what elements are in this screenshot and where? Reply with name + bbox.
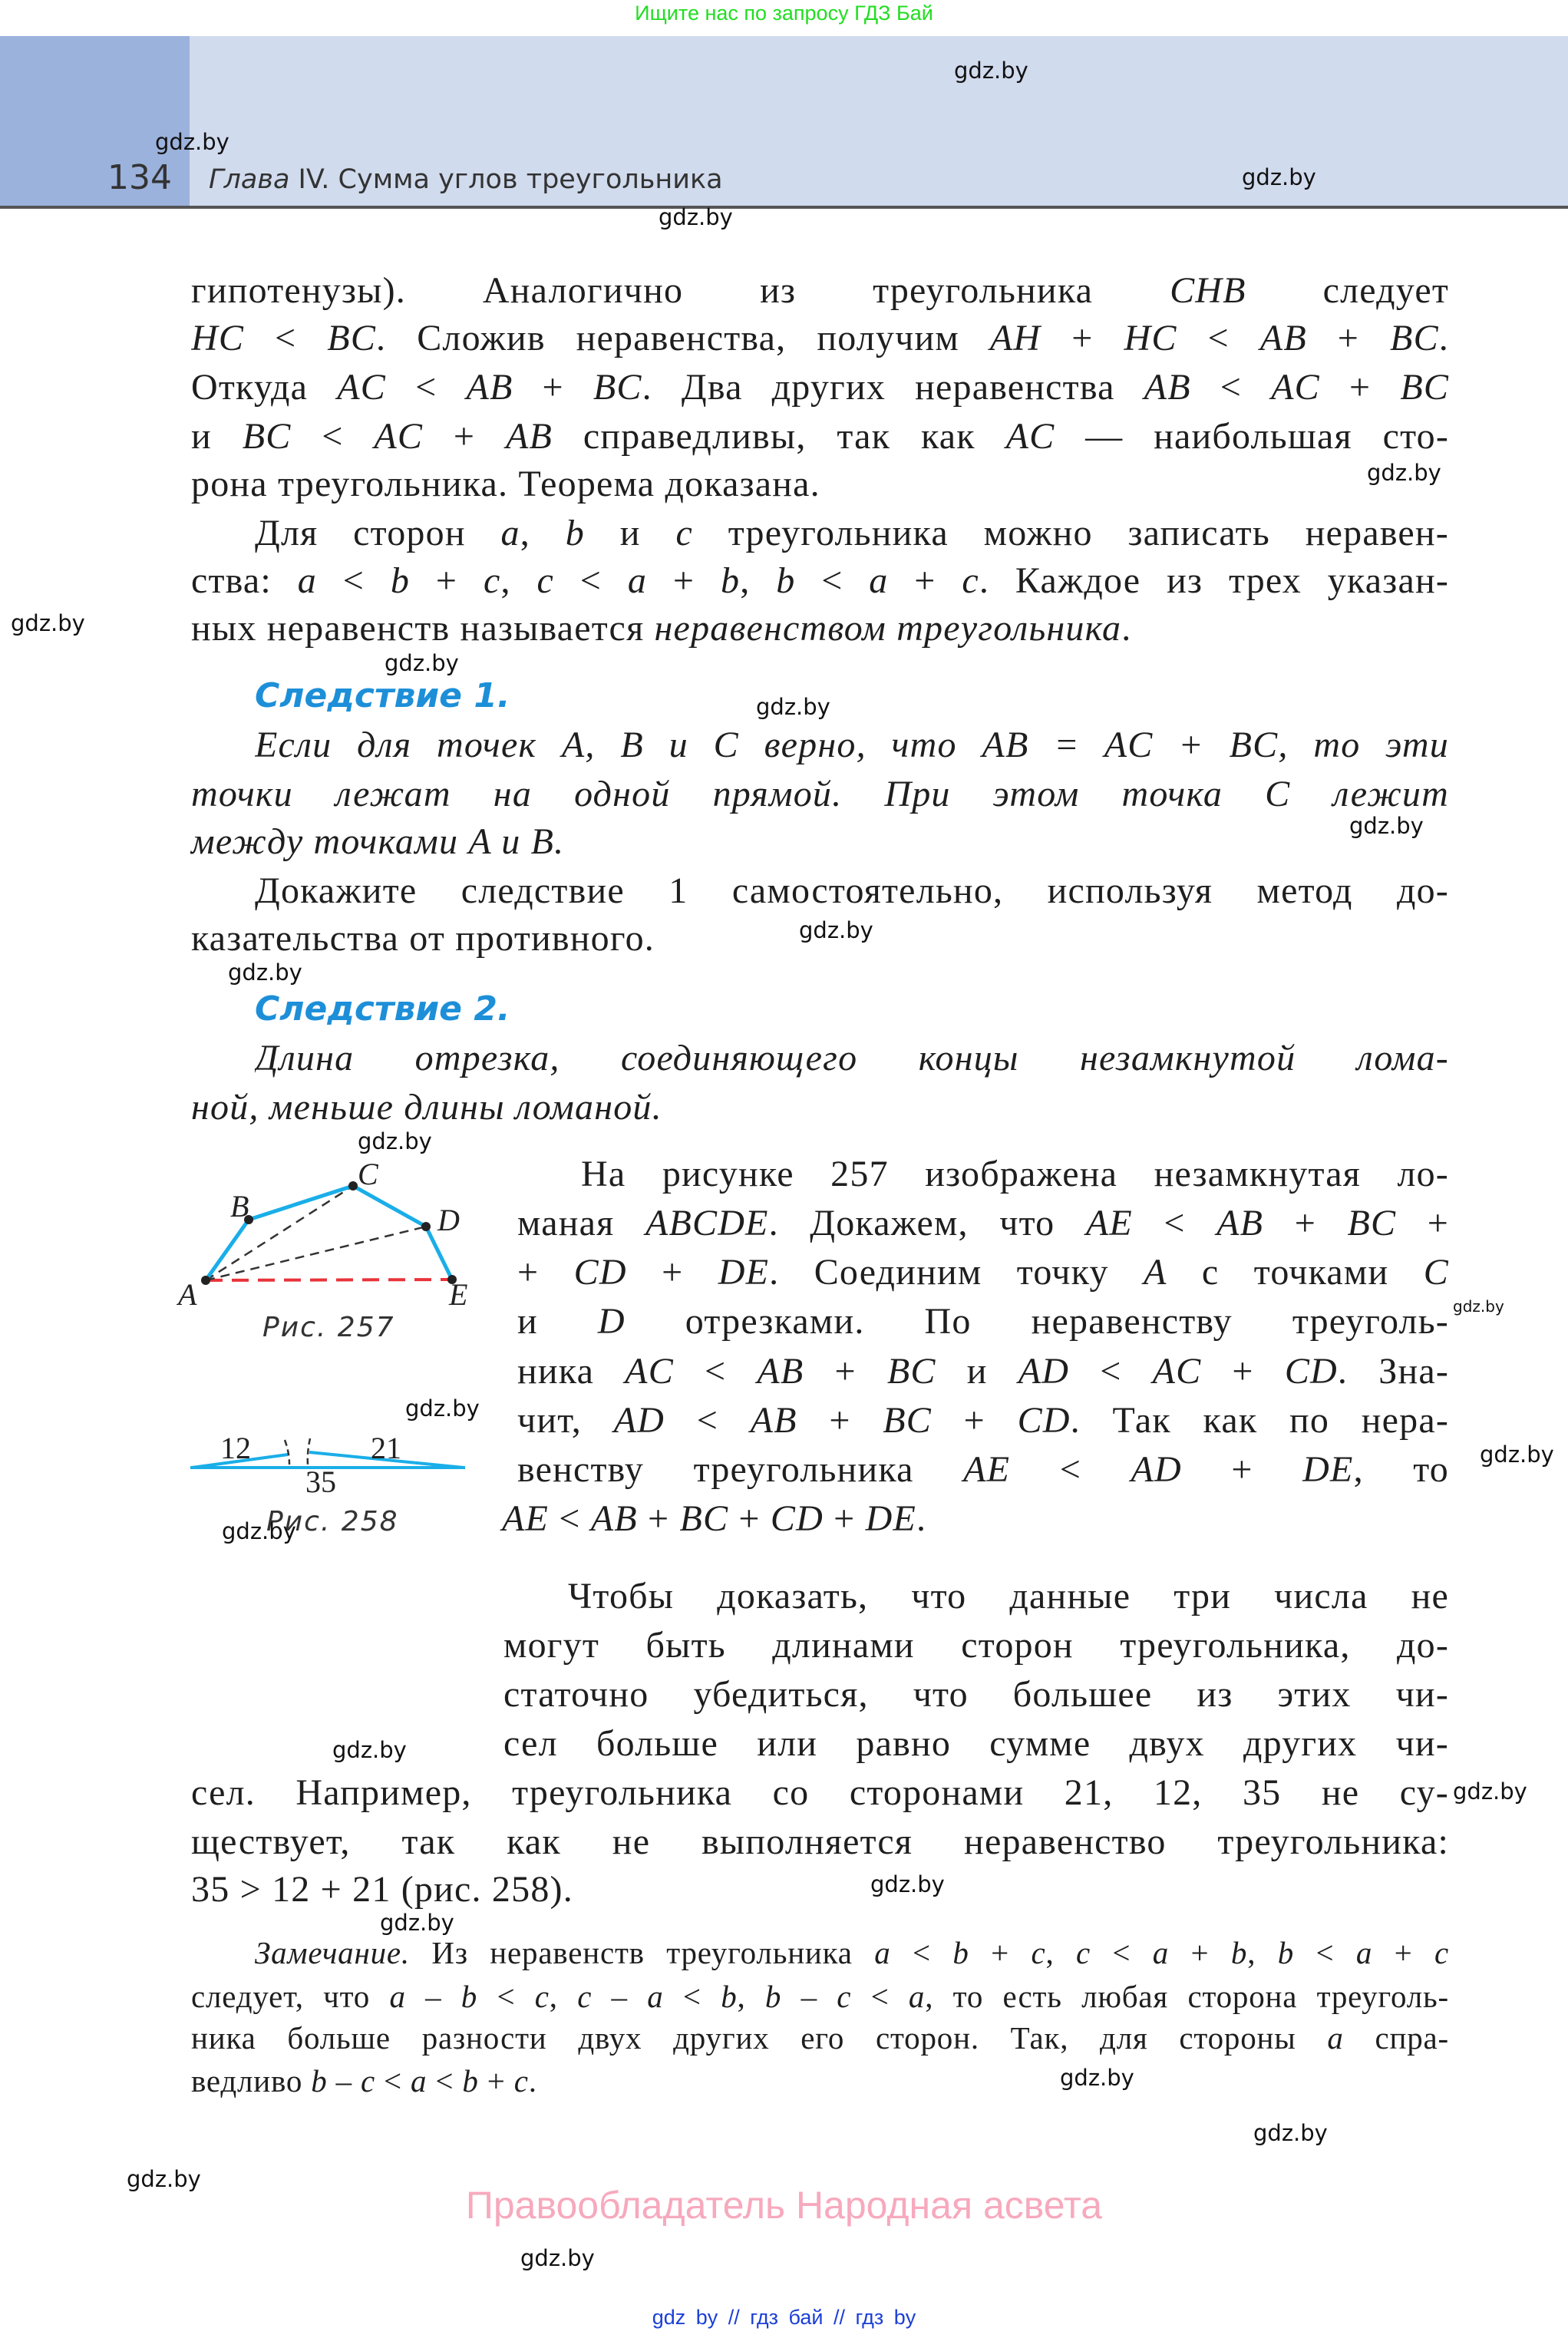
math-or-emphasis: b [390,560,411,601]
label-b: B [230,1189,249,1223]
math-or-emphasis: HC [191,318,245,358]
text-segment: — наибольшая сто- [1055,416,1449,457]
text-segment: < [291,416,375,457]
math-or-emphasis: BC [1400,367,1449,408]
text-segment: + [1041,318,1124,358]
text-segment: , [737,1979,765,2014]
label-35: 35 [305,1465,336,1499]
math-or-emphasis: DE [718,1252,770,1293]
text-segment: + [1396,1203,1449,1243]
watermark: gdz.by [799,917,873,943]
watermark: gdz.by [380,1910,454,1936]
math-or-emphasis: AH [989,318,1041,358]
math-or-emphasis: CD [1017,1400,1071,1441]
search-hint: Ищите нас по запросу ГДЗ Бай [635,2,933,25]
text-segment: Длина отрезка, соединяющего концы незамкнутой лома- [255,1038,1449,1078]
math-or-emphasis: AE [963,1449,1011,1490]
watermark: gdz.by [405,1395,480,1422]
math-or-emphasis: b [764,1979,782,2014]
chapter-label: Глава [209,164,290,195]
math-or-emphasis: C [1423,1252,1449,1293]
math-or-emphasis: DE [865,1498,917,1539]
math-or-emphasis: b [565,513,585,553]
text-segment: < [1010,1449,1131,1490]
math-or-emphasis: AB [466,367,513,408]
watermark: gdz.by [1453,1778,1527,1805]
footer-links[interactable]: gdz by // гдз бай // гдз by [652,2306,916,2329]
text-segment: < [427,2063,463,2099]
text-segment: казательства от противного. [191,918,655,959]
text-segment: . [528,2063,537,2099]
text-segment: + [797,1400,883,1441]
math-or-emphasis: неравенством треугольника [654,608,1122,649]
math-or-emphasis: a [500,513,520,553]
math-or-emphasis: a [647,1979,664,2014]
math-or-emphasis: a [908,1979,926,2014]
label-21: 21 [371,1431,401,1465]
corollary-1-heading: Следствие 1. [255,676,510,715]
math-or-emphasis: AC [1005,416,1055,457]
text-segment: . [1438,318,1449,358]
text-segment: ных неравенств называется [191,608,655,649]
text-segment: Чтобы доказать, что данные три числа не [568,1576,1449,1616]
math-or-emphasis: BC [1347,1203,1397,1243]
text-segment: между точками A и B. [191,821,565,862]
math-or-emphasis: c [1075,1935,1091,1970]
math-or-emphasis: BC [886,1351,936,1392]
watermark: gdz.by [127,2166,201,2192]
text-segment: ника [517,1351,626,1392]
watermark: gdz.by [11,610,85,636]
watermark: gdz.by [228,959,302,986]
text-segment: . Соединим точку [769,1252,1144,1293]
math-or-emphasis: AC [1271,367,1320,408]
watermark: gdz.by [332,1737,407,1763]
text-segment: + [410,560,484,601]
math-or-emphasis: b [462,2063,479,2099]
text-segment: и [936,1351,1018,1392]
text-segment: < [477,1979,535,2014]
math-or-emphasis: b [952,1935,969,1970]
text-segment: отрезками. По неравенству треуголь- [625,1301,1449,1342]
text-segment: На рисунке 257 изображена незамкнутая ло- [581,1154,1449,1194]
text-segment: + [637,1498,680,1539]
math-or-emphasis: A [1144,1252,1167,1293]
text-segment: < [244,318,328,358]
math-or-emphasis: BC [883,1400,932,1441]
text-segment: < [1294,1935,1356,1970]
math-or-emphasis: c [675,513,693,553]
text-segment: + [1181,1449,1303,1490]
text-segment: + [1319,367,1401,408]
text-segment: точки лежат на одной прямой. При этом точка C лежит [191,774,1449,814]
text-segment: 35 > 12 + 21 (рис. 258). [191,1869,573,1910]
watermark: gdz.by [1453,1297,1504,1316]
label-e: E [449,1277,468,1312]
watermark: gdz.by [1060,2065,1134,2091]
math-or-emphasis: AB [1259,318,1307,358]
math-or-emphasis: a [297,560,317,601]
math-or-emphasis: AB [505,416,553,457]
math-or-emphasis: b [721,1979,738,2014]
watermark: gdz.by [870,1871,945,1897]
math-or-emphasis: c [577,1979,593,2014]
text-segment: + [932,1400,1018,1441]
text-segment: венству треугольника [517,1449,964,1490]
text-segment: Из неравенств треугольника [409,1935,875,1970]
math-or-emphasis: D [597,1301,626,1342]
text-segment: < [673,1351,758,1392]
arc-12-dashed [285,1440,289,1465]
math-or-emphasis: AC [374,416,424,457]
text-segment: . [1121,608,1132,649]
watermark: gdz.by [1242,164,1316,190]
text-segment: ной, меньше длины ломаной. [191,1087,662,1128]
watermark: gdz.by [358,1128,432,1154]
math-or-emphasis: AD [1131,1449,1182,1490]
text-segment: следует [1246,270,1449,311]
text-segment: < [386,367,467,408]
text-segment: < [554,560,628,601]
page-number: 134 [107,158,172,197]
text-segment: < [851,1979,909,2014]
math-or-emphasis: HC [1124,318,1177,358]
math-or-emphasis: c [837,1979,852,2014]
text-segment: + [1372,1935,1434,1970]
math-or-emphasis: AC [1152,1351,1202,1392]
text-segment: . Два других неравенства [642,367,1144,408]
math-or-emphasis: AD [1018,1351,1070,1392]
text-segment: , [500,560,537,601]
math-or-emphasis: AB [1144,367,1191,408]
watermark: gdz.by [954,58,1028,84]
math-or-emphasis: BC [1390,318,1439,358]
math-or-emphasis: c [1434,1935,1449,1970]
text-segment: могут быть длинами сторон треугольника, до- [503,1625,1449,1666]
math-or-emphasis: a [411,2063,427,2099]
text-segment: треугольника можно записать неравен- [692,513,1449,553]
text-segment: < [549,1498,591,1539]
math-or-emphasis: b [460,1979,478,2014]
math-or-emphasis: Замечание. [255,1935,410,1970]
text-segment: – [781,1979,837,2014]
math-or-emphasis: AD [613,1400,665,1441]
math-or-emphasis: c [513,2063,529,2099]
text-segment: ника больше разности двух других его сторон. Так, для стороны [191,2020,1328,2056]
math-or-emphasis: AB [590,1498,638,1539]
text-segment: + [1201,1351,1285,1392]
text-segment: + [1306,318,1391,358]
text-segment: – [405,1979,461,2014]
point-d [421,1222,431,1231]
text-segment: спра- [1343,2020,1449,2056]
point-c [348,1181,358,1190]
watermark: gdz.by [1367,460,1441,486]
text-segment: Откуда [191,367,338,408]
text-segment: + [823,1498,866,1539]
watermark: gdz.by [659,204,733,230]
math-or-emphasis: AB [1216,1203,1264,1243]
math-or-emphasis: BC [327,318,377,358]
text-segment: + [626,1252,718,1293]
math-or-emphasis: a [869,560,889,601]
watermark: gdz.by [1480,1441,1554,1468]
text-segment: . Сложив неравенства, получим [376,318,990,358]
text-segment: < [890,1935,953,1970]
math-or-emphasis: a [1152,1935,1170,1970]
text-segment: < [316,560,391,601]
text-segment: < [1132,1203,1217,1243]
text-segment: с точками [1167,1252,1424,1293]
math-or-emphasis: ABCDE [645,1203,769,1243]
text-segment: сел больше или равно сумме двух других чи- [503,1723,1449,1764]
math-or-emphasis: b [720,560,741,601]
math-or-emphasis: b [1230,1935,1248,1970]
math-or-emphasis: BC [242,416,292,457]
text-segment: + [1263,1203,1348,1243]
math-or-emphasis: c [534,1979,550,2014]
text-segment: + [478,2063,514,2099]
text-segment: чит, [517,1400,614,1441]
watermark: gdz.by [155,129,229,155]
text-segment: + [647,560,721,601]
text-segment: ществует, так как не выполняется неравенство треугольника: [191,1821,1449,1862]
text-segment: и [191,416,243,457]
label-c: C [358,1157,378,1191]
label-12: 12 [220,1431,251,1465]
math-or-emphasis: b [311,2063,328,2099]
text-segment: , [740,560,777,601]
text-segment: – [592,1979,648,2014]
text-segment: , то есть любая сторона треуголь- [925,1979,1449,2014]
math-or-emphasis: DE [1302,1449,1354,1490]
text-segment: < [375,2063,411,2099]
math-or-emphasis: c [361,2063,375,2099]
text-segment: + [517,1252,574,1293]
text-segment: + [1169,1935,1231,1970]
text-segment: . Так как по нера- [1070,1400,1449,1441]
watermark: gdz.by [385,650,459,676]
text-segment: ведливо [191,2063,312,2099]
text-segment: и [517,1301,598,1342]
text-segment: + [888,560,962,601]
segment-ac-dashed [206,1186,353,1280]
text-segment: , [1247,1935,1278,1970]
watermark: gdz.by [756,694,830,720]
text-segment: статочно убедиться, что большее из этих чи- [503,1674,1449,1715]
text-segment: Для сторон [255,513,501,553]
figure-257-caption: Рис. 257 [262,1312,395,1343]
text-segment: < [1090,1935,1153,1970]
text-segment: справедливы, так как [553,416,1006,457]
math-or-emphasis: BC [679,1498,729,1539]
figure-257 [176,1157,467,1343]
chapter-name: IV. Сумма углов треугольника [289,164,723,195]
math-or-emphasis: CD [770,1498,824,1539]
math-or-emphasis: CHB [1170,270,1246,311]
point-a [201,1276,210,1285]
text-segment: + [728,1498,771,1539]
math-or-emphasis: AC [337,367,387,408]
math-or-emphasis: a [389,1979,406,2014]
text-segment: + [804,1351,887,1392]
math-or-emphasis: BC [593,367,642,408]
math-or-emphasis: b [1277,1935,1295,1970]
math-or-emphasis: c [1031,1935,1046,1970]
text-segment: маная [517,1203,645,1243]
label-a: A [178,1277,197,1312]
math-or-emphasis: CD [1284,1351,1338,1392]
math-or-emphasis: CD [573,1252,627,1293]
math-or-emphasis: AE [502,1498,550,1539]
text-segment: . Каждое из трех указан- [979,560,1449,601]
math-or-emphasis: c [962,560,979,601]
math-or-emphasis: a [1355,1935,1373,1970]
text-segment: , [520,513,566,553]
text-segment: + [513,367,593,408]
text-segment: , [549,1979,578,2014]
text-segment: < [663,1979,721,2014]
text-segment: . [916,1498,927,1539]
math-or-emphasis: b [776,560,796,601]
text-segment: – [327,2063,361,2099]
math-or-emphasis: AE [1085,1203,1133,1243]
watermark: gdz.by [1349,813,1424,839]
copyright-holder: Правообладатель Народная асвета [465,2184,1103,2227]
watermark: gdz.by [222,1518,296,1544]
text-segment: < [665,1400,751,1441]
text-segment: . Докажем, что [768,1203,1086,1243]
text-segment: < [1190,367,1272,408]
text-segment: + [969,1935,1032,1970]
text-segment: , [1045,1935,1076,1970]
text-segment: сел. Например, треугольника со сторонами 21, 12, 35 не су- [191,1772,1449,1813]
text-segment: ства: [191,560,298,601]
text-segment: + [423,416,506,457]
text-segment: следует, что [191,1979,390,2014]
label-d: D [437,1203,460,1237]
text-segment: Если для точек A, B и C верно, что AB = AC + BC, то эти [255,725,1449,765]
math-or-emphasis: AB [757,1351,804,1392]
text-segment: . Зна- [1337,1351,1449,1392]
text-segment: < [1177,318,1260,358]
corollary-2-heading: Следствие 2. [255,989,510,1029]
math-or-emphasis: a [874,1935,891,1970]
watermark: gdz.by [520,2245,595,2271]
text-segment: рона треугольника. Теорема доказана. [191,464,820,504]
math-or-emphasis: AB [750,1400,797,1441]
math-or-emphasis: a [627,560,648,601]
figure-258-caption: Рис. 258 [266,1506,399,1537]
math-or-emphasis: c [483,560,501,601]
text-segment: Докажите следствие 1 самостоятельно, используя метод до- [255,870,1449,911]
text-segment: гипотенузы). Аналогично из треугольника [191,270,1170,311]
math-or-emphasis: a [1327,2020,1344,2056]
text-segment: , то [1353,1449,1449,1490]
math-or-emphasis: c [536,560,554,601]
watermark: gdz.by [1253,2120,1328,2146]
math-or-emphasis: AC [625,1351,674,1392]
text-segment: < [1069,1351,1153,1392]
text-segment: и [584,513,676,553]
text-segment: < [795,560,870,601]
